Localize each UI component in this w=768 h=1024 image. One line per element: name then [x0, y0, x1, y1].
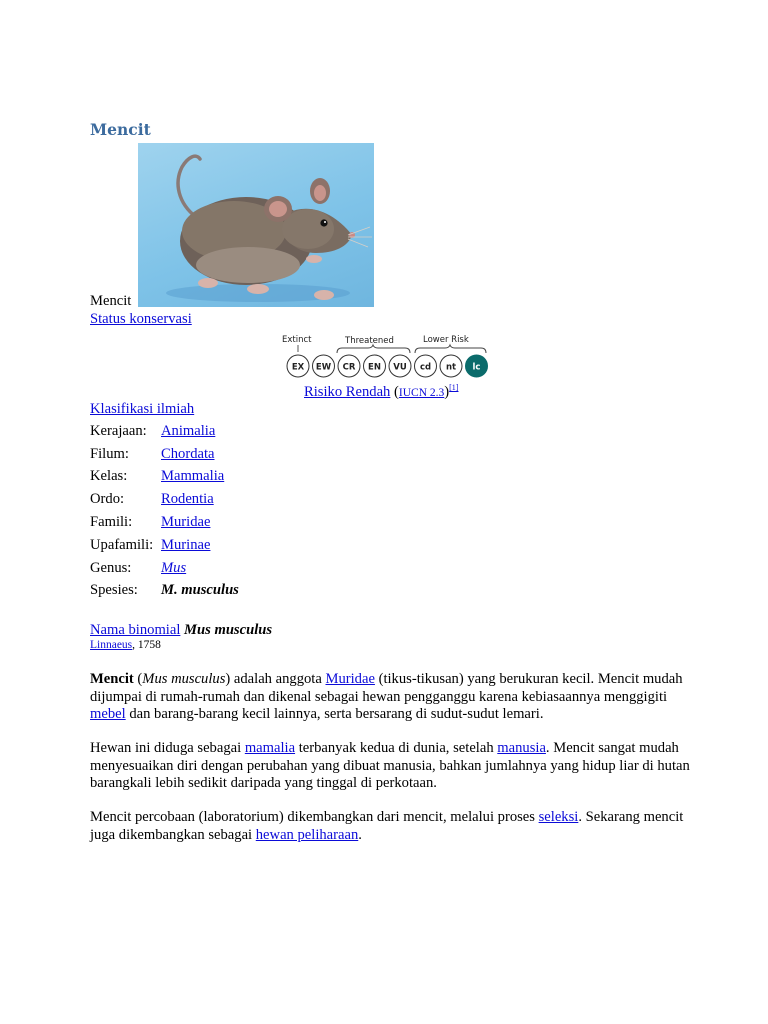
- iucn-category-ew: [313, 355, 335, 377]
- taxonomy-rank: Spesies:: [90, 582, 138, 599]
- taxonomy-table: [90, 420, 239, 602]
- mebel-link[interactable]: mebel: [90, 706, 126, 722]
- binomial-line: [90, 622, 272, 639]
- reference-link[interactable]: [1]: [449, 383, 459, 392]
- iucn-status-scale: [280, 331, 495, 381]
- iucn-label-extinct: Extinct: [282, 335, 312, 345]
- taxonomy-rank: Famili:: [90, 514, 133, 531]
- taxonomy-value-link[interactable]: Muridae: [161, 514, 211, 531]
- binomial-author: [90, 639, 161, 651]
- taxonomy-rank: Genus:: [90, 559, 132, 576]
- svg-text:EW: EW: [315, 362, 332, 373]
- text: Mencit percobaan (laboratorium) dikembangkan dari mencit, melalui proses: [90, 809, 539, 825]
- taxonomy-rank: Filum:: [90, 445, 129, 462]
- manusia-link[interactable]: manusia: [497, 740, 546, 756]
- iucn-source-link[interactable]: IUCN 2.3: [398, 386, 445, 399]
- taxonomy-row: [90, 466, 239, 489]
- svg-text:lc: lc: [472, 362, 481, 373]
- svg-text:VU: VU: [393, 362, 407, 373]
- hewan-peliharaan-link[interactable]: hewan peliharaan: [255, 826, 359, 843]
- svg-text:CR: CR: [342, 362, 356, 373]
- status-konservasi-link[interactable]: Status konservasi: [90, 311, 192, 327]
- taxonomy-value-link[interactable]: Rodentia: [161, 491, 214, 508]
- taxonomy-row: [90, 443, 239, 466]
- taxonomy-row: [90, 557, 239, 580]
- taxonomy-rank: Ordo:: [90, 491, 125, 508]
- paragraph-intro: [90, 671, 690, 724]
- iucn-category-cd: [415, 355, 437, 377]
- author-link[interactable]: Linnaeus: [90, 639, 133, 651]
- taxonomy-rank: Kelas:: [90, 468, 128, 485]
- risk-close-paren: ): [444, 383, 450, 400]
- svg-text:EX: EX: [291, 362, 305, 373]
- svg-text:EN: EN: [368, 362, 381, 373]
- taxonomy-value: M. musculus: [161, 582, 239, 599]
- iucn-category-ex: [287, 355, 309, 377]
- taxonomy-value-link[interactable]: Chordata: [161, 445, 215, 462]
- page-title: Mencit: [90, 120, 151, 139]
- taxonomy-row: [90, 580, 239, 603]
- mouse-photo: [138, 143, 374, 307]
- taxonomy-value-link[interactable]: Animalia: [161, 422, 216, 439]
- svg-text:nt: nt: [445, 362, 457, 373]
- text: terbanyak kedua di dunia, setelah: [295, 740, 498, 756]
- nama-binomial-link[interactable]: Nama binomial: [90, 622, 181, 638]
- paragraph-bold-term: Mencit: [90, 671, 134, 687]
- text: Hewan ini diduga sebagai: [90, 740, 245, 756]
- muridae-link[interactable]: Muridae: [325, 671, 375, 687]
- mouse-illustration: [138, 143, 374, 307]
- mamalia-link[interactable]: mamalia: [244, 740, 296, 756]
- scientific-name: Mus musculus: [142, 671, 226, 687]
- taxonomy-row: [90, 534, 239, 557]
- iucn-category-en: [364, 355, 386, 377]
- author-year: , 1758: [132, 639, 161, 651]
- text: .: [358, 826, 362, 843]
- taxonomy-value-link[interactable]: Mammalia: [161, 468, 225, 485]
- taxonomy-row: [90, 511, 239, 534]
- paragraph-laboratory: [90, 809, 690, 844]
- iucn-category-lc: [466, 355, 488, 377]
- text: . Sekarang mencit juga dikembangkan sebagai: [90, 809, 684, 843]
- risk-status-link[interactable]: Risiko Rendah: [304, 383, 391, 400]
- text: (tikus-tikusan) yang berukuran kecil. Mencit mudah dijumpai di rumah-rumah dan dikenal sebagai hewan pengganggu karena kebiasaannya menggigiti: [90, 671, 683, 705]
- taxonomy-row: [90, 420, 239, 443]
- iucn-category-vu: [389, 355, 411, 377]
- text: . Mencit sangat mudah menyesuaikan diri dengan perubahan yang dibuat manusia, bahkan jumlahnya yang hidup liar di hutan barangkali lebih sedikit daripada yang tinggal di perkotaan.: [90, 740, 690, 791]
- taxonomy-rank: Kerajaan:: [90, 422, 147, 439]
- iucn-category-nt: [440, 355, 462, 377]
- risk-open-paren: (: [394, 383, 399, 400]
- binomial-name: Mus musculus: [184, 622, 273, 638]
- seleksi-link[interactable]: seleksi: [538, 809, 579, 825]
- taxonomy-value-link[interactable]: Murinae: [161, 536, 211, 553]
- image-caption: Mencit: [90, 293, 132, 309]
- text: ) adalah anggota: [225, 671, 326, 687]
- paragraph-population: [90, 740, 690, 793]
- taxonomy-rank: Upafamili:: [90, 536, 154, 553]
- taxonomy-value-link[interactable]: Mus: [161, 559, 187, 576]
- svg-text:cd: cd: [419, 362, 432, 373]
- klasifikasi-ilmiah-link[interactable]: Klasifikasi ilmiah: [90, 401, 195, 417]
- iucn-label-lower-risk: Lower Risk: [423, 335, 469, 345]
- text: dan barang-barang kecil lainnya, serta bersarang di sudut-sudut lemari.: [125, 706, 544, 722]
- iucn-label-threatened: Threatened: [345, 336, 394, 346]
- iucn-category-cr: [338, 355, 360, 377]
- text: (: [133, 671, 143, 687]
- taxonomy-row: [90, 488, 239, 511]
